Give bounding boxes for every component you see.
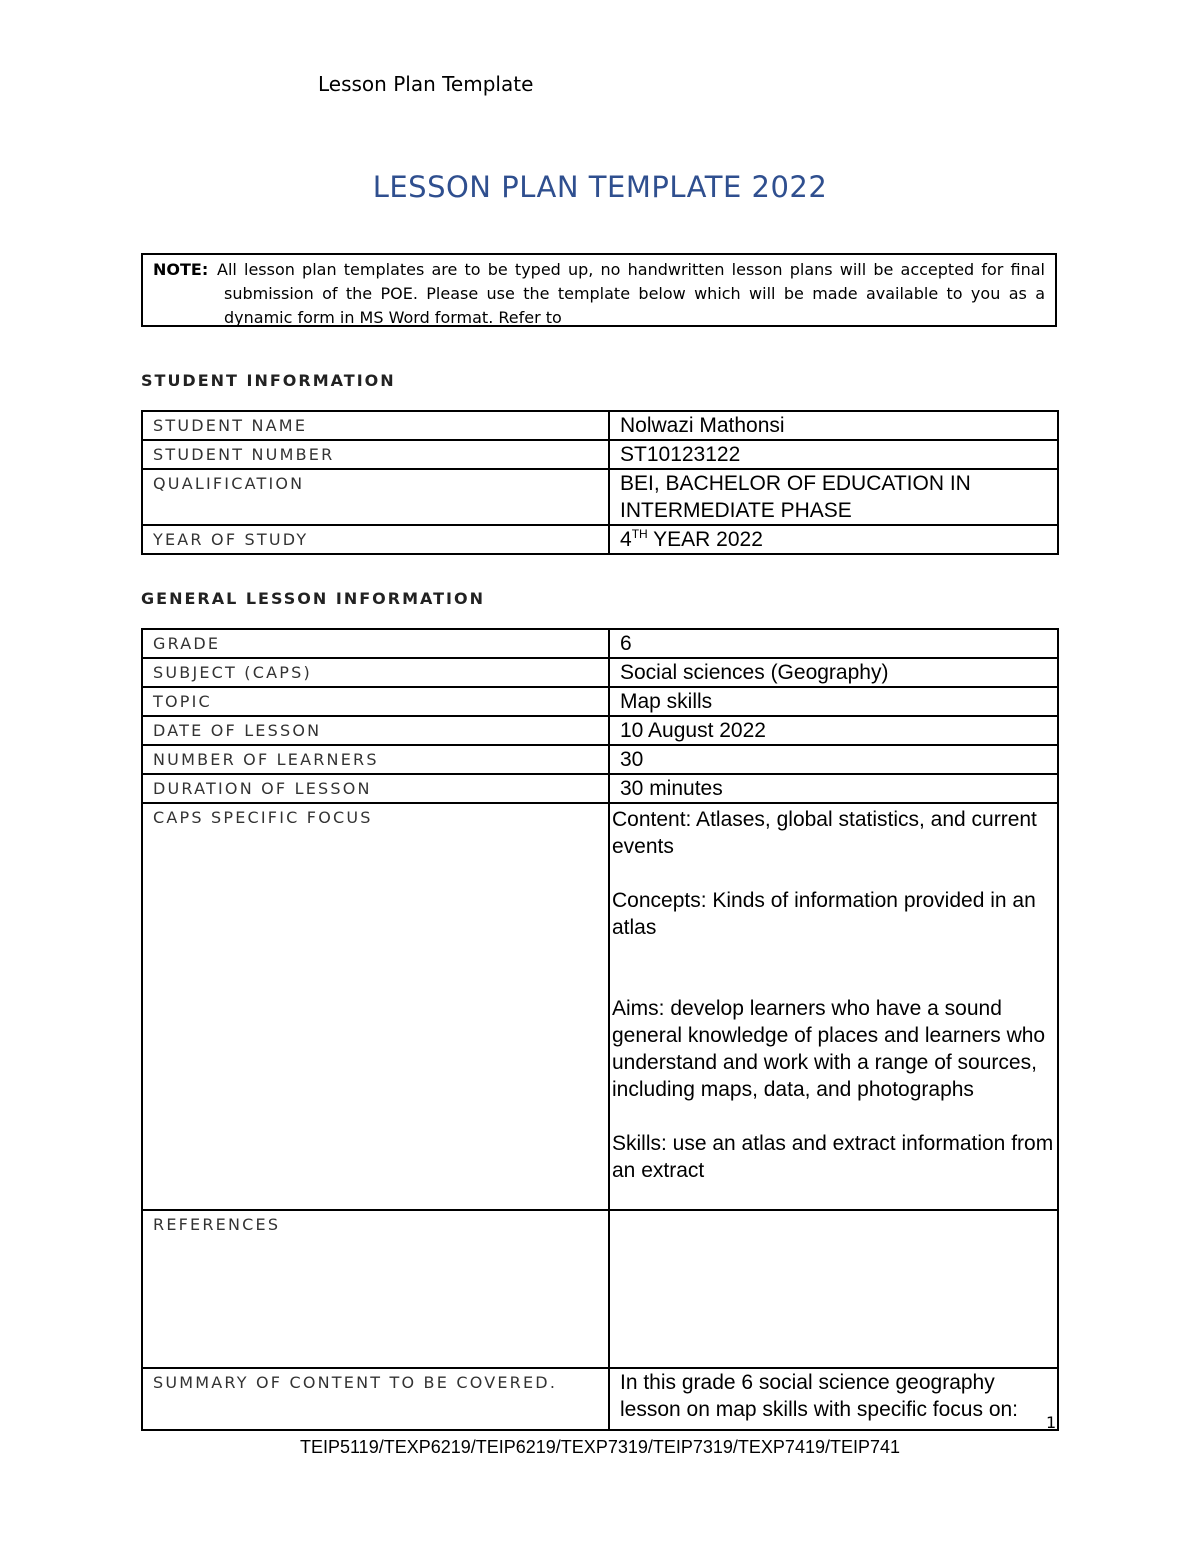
running-footer: TEIP5119/TEXP6219/TEIP6219/TEXP7319/TEIP7319/TEXP7419/TEIP741	[299, 1437, 901, 1457]
qualification-line-1: BEI, BACHELOR OF EDUCATION IN	[620, 472, 971, 495]
focus-content: Content: Atlases, global statistics, and current events	[612, 808, 1037, 858]
learners-label: NUMBER OF LEARNERS	[142, 745, 609, 774]
date-label: DATE OF LESSON	[142, 716, 609, 745]
table-row	[142, 1368, 1058, 1430]
table-row	[142, 745, 1058, 774]
references-label: REFERENCES	[142, 1210, 609, 1368]
summary-value: In this grade 6 social science geography lesson on map skills with specific focus on:	[609, 1368, 1058, 1430]
year-number: 4	[620, 528, 632, 551]
table-row	[142, 687, 1058, 716]
table-row	[142, 525, 1058, 554]
year-rest: YEAR 2022	[647, 528, 763, 551]
qualification-value	[609, 469, 1058, 525]
year-suffix: TH	[631, 527, 648, 541]
grade-value: 6	[609, 629, 1058, 658]
caps-focus-label: CAPS SPECIFIC FOCUS	[142, 803, 609, 1210]
topic-value: Map skills	[609, 687, 1058, 716]
note-line-2: submission of the POE. Please use the template below which will be made available to you as a	[224, 284, 1045, 303]
note-line-1: All lesson plan templates are to be typed up, no handwritten lesson plans will be accepted for final	[217, 260, 1045, 279]
qualification-label: QUALIFICATION	[142, 469, 609, 525]
running-header: Lesson Plan Template	[318, 72, 534, 96]
table-row	[142, 411, 1058, 440]
focus-skills: Skills: use an atlas and extract information from an extract	[612, 1132, 1054, 1182]
note-label: NOTE:	[153, 260, 209, 279]
student-number-value: ST10123122	[609, 440, 1058, 469]
table-row	[142, 469, 1058, 525]
page-number: 1	[1046, 1413, 1057, 1432]
table-row	[142, 774, 1058, 803]
topic-label: TOPIC	[142, 687, 609, 716]
year-of-study-value	[609, 525, 1058, 554]
focus-aims: Aims: develop learners who have a sound general knowledge of places and learners who understand and work with a range of sources, including maps, data, and photographs	[612, 997, 1046, 1101]
qualification-line-2: INTERMEDIATE PHASE	[620, 499, 852, 522]
page-title: LESSON PLAN TEMPLATE 2022	[372, 170, 828, 204]
student-info-table	[141, 410, 1059, 555]
focus-concepts: Concepts: Kinds of information provided in an atlas	[612, 889, 1036, 939]
note-line-3: dynamic form in MS Word format. Refer to	[224, 308, 562, 327]
table-row	[142, 803, 1058, 1210]
references-value	[609, 1210, 1058, 1368]
summary-label: SUMMARY OF CONTENT TO BE COVERED.	[142, 1368, 609, 1430]
table-row	[142, 1210, 1058, 1368]
subject-label: SUBJECT (CAPS)	[142, 658, 609, 687]
duration-label: DURATION OF LESSON	[142, 774, 609, 803]
student-name-label: STUDENT NAME	[142, 411, 609, 440]
duration-value: 30 minutes	[609, 774, 1058, 803]
table-row	[142, 716, 1058, 745]
general-info-table	[141, 628, 1059, 1431]
table-row	[142, 629, 1058, 658]
subject-value: Social sciences (Geography)	[609, 658, 1058, 687]
table-row	[142, 658, 1058, 687]
general-info-heading: GENERAL LESSON INFORMATION	[141, 589, 485, 608]
learners-value: 30	[609, 745, 1058, 774]
year-of-study-label: YEAR OF STUDY	[142, 525, 609, 554]
caps-focus-value	[609, 803, 1058, 1210]
grade-label: GRADE	[142, 629, 609, 658]
student-info-heading: STUDENT INFORMATION	[141, 371, 396, 390]
student-name-value: Nolwazi Mathonsi	[609, 411, 1058, 440]
student-number-label: STUDENT NUMBER	[142, 440, 609, 469]
note-box	[141, 253, 1057, 327]
table-row	[142, 440, 1058, 469]
date-value: 10 August 2022	[609, 716, 1058, 745]
